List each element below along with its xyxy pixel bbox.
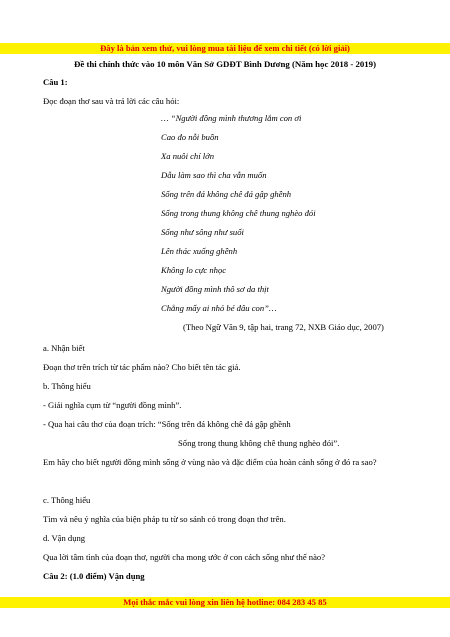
poem-line: Sống như sông như suối — [161, 227, 244, 237]
part-b-text: Sống trong thung không chê thung nghèo đói”. — [178, 438, 340, 448]
poem-line: Cao đo nỗi buồn — [161, 132, 219, 142]
poem-source: (Theo Ngữ Văn 9, tập hai, trang 72, NXB Giáo dục, 2007) — [183, 322, 384, 332]
poem-line: Không lo cực nhọc — [161, 265, 227, 275]
part-a-text: Đoạn thơ trên trích từ tác phẩm nào? Cho biết tên tác giả. — [43, 362, 241, 372]
question-1-heading: Câu 1: — [43, 77, 68, 87]
part-b-question: Em hãy cho biết người đồng mình sống ở vùng nào và đặc điểm của hoàn cảnh sống ở đó ra sao? — [43, 457, 377, 467]
poem-line: Xa nuôi chí lớn — [161, 151, 215, 161]
part-b-text: - Giải nghĩa cụm từ “người đồng mình”. — [43, 400, 182, 410]
poem-line: Người đồng mình thô sơ da thịt — [161, 284, 269, 294]
part-b-text: - Qua hai câu thơ của đoạn trích: “Sống trên đá không chê đá gập ghềnh — [43, 419, 291, 429]
part-b-label: b. Thông hiểu — [43, 381, 91, 391]
part-a-label: a. Nhận biết — [43, 343, 85, 353]
preview-notice-banner: Đây là bản xem thử, vui lòng mua tài liệu để xem chi tiết (có lời giải) — [0, 43, 450, 54]
poem-line: Sống trên đá không chê đá gập ghềnh — [161, 189, 292, 199]
part-d-text: Qua lời tâm tình của đoạn thơ, người cha mong ước ở con cách sống như thế nào? — [43, 552, 326, 562]
poem-line: Dẫu làm sao thì cha vẫn muốn — [161, 170, 267, 180]
question-2-heading: Câu 2: (1.0 điểm) Vận dụng — [43, 571, 145, 581]
poem-line: … “Người đồng mình thương lắm con ơi — [161, 113, 302, 123]
poem-line: Lên thác xuống ghềnh — [161, 246, 238, 256]
question-1-instruction: Đọc đoạn thơ sau và trả lời các câu hỏi: — [43, 96, 180, 106]
part-c-text: Tìm và nêu ý nghĩa của biện pháp tu từ so sánh có trong đoạn thơ trên. — [43, 514, 286, 524]
part-c-label: c. Thông hiểu — [43, 495, 91, 505]
poem-line: Sống trong thung không chê thung nghèo đói — [161, 208, 316, 218]
poem-line: Chẳng mấy ai nhỏ bé đâu con”… — [161, 303, 277, 313]
exam-title: Đề thi chính thức vào 10 môn Văn Sở GDĐT Bình Dương (Năm học 2018 - 2019) — [74, 59, 376, 69]
hotline-banner: Mọi thắc mắc vui lòng xin liên hệ hotline: 084 283 45 85 — [0, 597, 450, 608]
part-d-label: d. Vận dụng — [43, 533, 86, 543]
